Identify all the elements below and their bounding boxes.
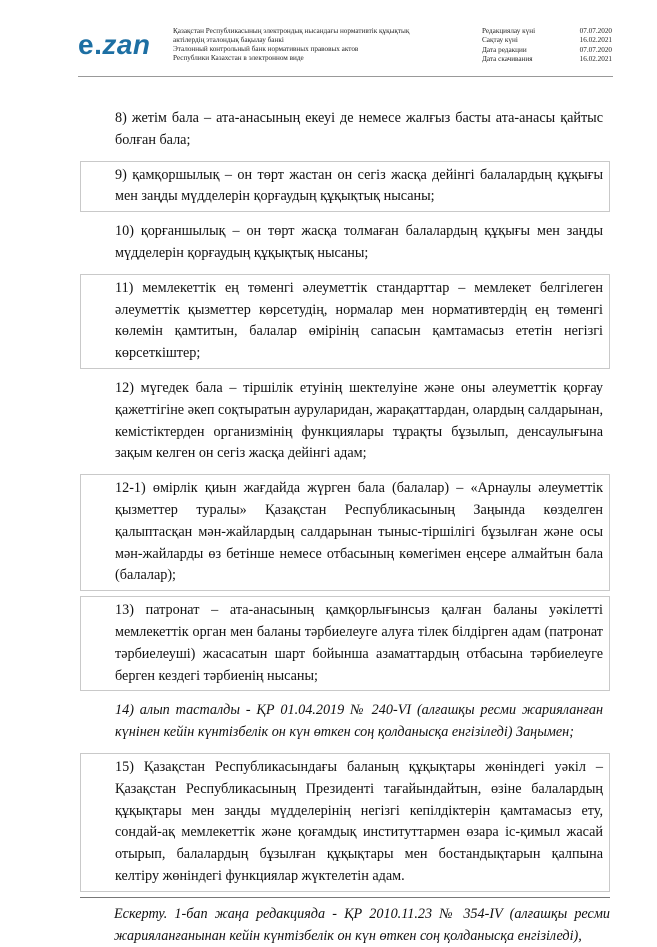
meta-row-edit-date-ru [482, 46, 612, 55]
definition-9: 9) қамқоршылық – он төрт жастан он сегіз жасқа дейінгі балалардың құқығы мен заңды мүдделерін қорғаудың құқықтық нысаны; [80, 161, 610, 213]
meta-label: Дата редакции [482, 45, 527, 54]
definition-13: 13) патронат – ата-анасының қамқорлығынсыз қалған баланы уәкілетті мемлекеттік орган мен баланы тәрбиелеуге алуға тілек білдірген адам (патронат тәрбиелеуші) жасасатын шарт бойынша азаматтардың отбасына тәрбиелеуге берген кездегі тәрбиенің нысаны; [80, 596, 610, 691]
meta-value: 07.07.2020 [579, 27, 612, 35]
meta-value: 07.07.2020 [579, 45, 612, 54]
meta-row-download-date-ru [482, 55, 612, 64]
definition-11: 11) мемлекеттік ең төменгі әлеуметтік стандарттар – мемлекет белгілеген әлеуметтік қызметтер көрсетудің, нормалар мен нормативтердің ең төменгі көлемін қамтитын, балалар өмірінің сапасын қамтамасыз ететін негізгі көрсеткіштер; [80, 274, 610, 369]
meta-value: 16.02.2021 [579, 55, 612, 64]
header-divider [78, 76, 613, 77]
header-description [173, 27, 473, 63]
meta-label: Сақтау күні [482, 36, 518, 45]
header-description-line: Республики Казахстан в электронном виде [173, 54, 304, 62]
logo-dot: . [94, 29, 103, 60]
meta-value: 16.02.2021 [579, 36, 612, 45]
meta-label: Редакциялау күні [482, 27, 536, 35]
header-description-line: Эталонный контрольный банк нормативных правовых актов [173, 45, 359, 53]
meta-row-edit-date-kz [482, 27, 612, 36]
header-description-line: Қазақстан Республикасының электрондық нысандағы нормативтік құқықтық [173, 27, 410, 35]
definition-8: 8) жетім бала – ата-анасының екеуі де немесе жалғыз басты ата-анасы қайтыс болған бала; [115, 110, 603, 148]
definition-12-1: 12-1) өмірлік қиын жағдайда жүрген бала (балалар) – «Арнаулы әлеуметтік қызметтер туралы» Қазақстан Республикасының Заңында көзделген қалыптасқан мән-жайлардың салдарынан тыныс-тіршілігі бұзылған және осы мән-жайларды өз бетінше немесе отбасының көмегімен еңсере алмайтын бала (балалар); [80, 474, 610, 591]
header-description-line: актілердің эталондық бақылау банкі [173, 36, 284, 44]
definition-12: 12) мүгедек бала – тіршілік етуінің шектелуіне және оны әлеуметтік қорғау қажеттігіне әкеп соқтыратын ауруларидан, жарақаттардан, олардың салдарынан, кемістіктерден организмінің функциялары тұрақты бұзылып, денсаулығына зақым келген он сегіз жасқа дейінгі адам; [115, 379, 603, 462]
ezan-logo[interactable] [78, 31, 151, 59]
definition-15: 15) Қазақстан Республикасындағы баланың құқықтары жөніндегі уәкіл – Қазақстан Республикасының Президенті тағайындайтын, өзіне балалардың құқықтары мен заңды мүдделерінің негізгі кепілдіктерін қамтамасыз ету, сондай-ақ мемлекеттік және қоғамдық институттармен өзара іс-қимыл жасай отырып, балалардың бұзылған құқықтары мен бостандықтарын қалпына келтіру жөніндегі функциялар жүктелетін адам. [80, 753, 610, 892]
logo-prefix: e [78, 29, 95, 60]
document-body [80, 104, 610, 947]
header-meta [482, 27, 612, 65]
meta-row-save-date-kz [482, 36, 612, 45]
meta-label: Дата скачивания [482, 55, 533, 64]
definition-10: 10) қорғаншылық – он төрт жасқа толмаған балалардың құқығы мен заңды мүдделерін қорғаудың құқықтық нысаны; [115, 223, 603, 261]
amendment-note: Ескерту. 1-бап жаңа редакцияда - ҚР 2010.11.23 № 354-IV (алғашқы ресми жарияланғанынан кейін күнтізбелік он күн өткен соң қолданысқа енгізіледі), [80, 897, 610, 947]
logo-name: zan [102, 29, 151, 60]
definition-14-removed: 14) алып тасталды - ҚР 01.04.2019 № 240-VI (алғашқы ресми жарияланған күнінен кейін күнтізбелік он күн өткен соң қолданысқа енгізіледі) Заңымен; [115, 702, 603, 741]
